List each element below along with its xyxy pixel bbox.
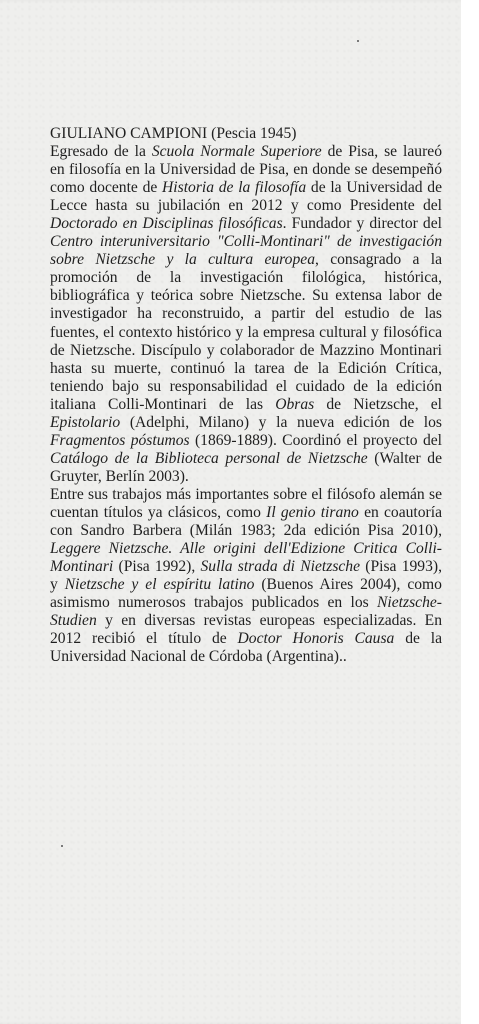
author-heading: GIULIANO CAMPIONI (Pescia 1945) (50, 125, 297, 142)
bio-text: de Pisa, se laureó en filosofía en la Universidad de Pisa, en donde se desempeñó como docente de (50, 143, 442, 197)
bio-text: de Nietzsche, el (314, 395, 443, 413)
bio-text: en coautoría con Sandro Barbera (Milán 1983; 2da edición Pisa 2010), (50, 503, 443, 540)
bio-text: y en diversas revistas europeas especializadas. En 2012 recibió el título de (50, 612, 442, 648)
bio-italic-title: Historia de la filosofía (162, 179, 307, 197)
bio-paragraph-1 (50, 143, 442, 486)
bio-text: (Pisa 1992), (113, 558, 201, 576)
bio-text: de la Universidad de Lecce hasta su jubilación en 2012 y como Presidente del (50, 179, 442, 215)
bio-italic-title: Epistolario (50, 413, 121, 431)
bio-text: . Fundador y director del (282, 215, 442, 233)
bio-italic-title: Doctor Honoris Causa (237, 630, 395, 648)
bio-italic-title: Doctorado en Disciplinas filosóficas (50, 215, 283, 233)
bio-text: de la Universidad Nacional de Córdoba (Argentina).. (50, 630, 442, 666)
bio-italic-title: Fragmentos póstumos (50, 431, 190, 449)
bio-italic-title: Catálogo de la Biblioteca personal de Nietzsche (50, 449, 368, 467)
bio-italic-title: Nietzsche-Studien (50, 594, 442, 630)
bio-italic-title: Centro interuniversitario "Colli-Montinari" de investigación sobre Nietzsche y la cultura europea (50, 233, 442, 269)
bio-italic-title: Leggere Nietzsche. Alle origini dell'Edizione Critica Colli-Montinari (50, 540, 442, 576)
author-bio (50, 125, 442, 666)
bio-text: (Pisa 1993), y (50, 558, 442, 594)
bio-italic-title: Nietzsche y el espíritu latino (64, 576, 255, 594)
bio-italic-title: Obras (275, 395, 315, 413)
bio-text: (Buenos Aires 2004), como asimismo numerosos trabajos publicados en los (50, 576, 442, 612)
bio-text: (1869-1889). Coordinó el proyecto del (189, 431, 442, 449)
bio-italic-title: Sulla strada di Nietzsche (200, 558, 361, 576)
bio-text: , consagrado a la promoción de la investigación filológica, histórica, bibliográfica y teórica sobre Nietzsche. Su extensa labor de investigador ha reconstruido, a partir del estudio de las fuentes, el contexto histórico y la empresa cultural y filosófica de Nietzsche. Discípulo y colaborador de Mazzino Montinari hasta su muerte, continuó la tarea de la Edición Crítica, teniendo bajo su responsabilidad el cuidado de la edición italiana Colli-Montinari de las (50, 251, 443, 413)
bio-text: (Walter de Gruyter, Berlín 2003). (50, 449, 442, 485)
bio-text: Entre sus trabajos más importantes sobre el filósofo alemán se cuentan títulos ya clásicos, como (50, 485, 442, 521)
bio-italic-title: Il genio tirano (266, 503, 359, 521)
paper-speck (357, 40, 359, 42)
paper-speck (61, 845, 63, 847)
bio-paragraph-2 (50, 486, 442, 666)
bio-text: (Adelphi, Milano) y la nueva edición de los (120, 413, 442, 431)
bio-text: Egresado de la (50, 143, 152, 161)
page-edge (461, 0, 470, 1024)
bio-italic-title: Scuola Normale Superiore (151, 143, 322, 161)
